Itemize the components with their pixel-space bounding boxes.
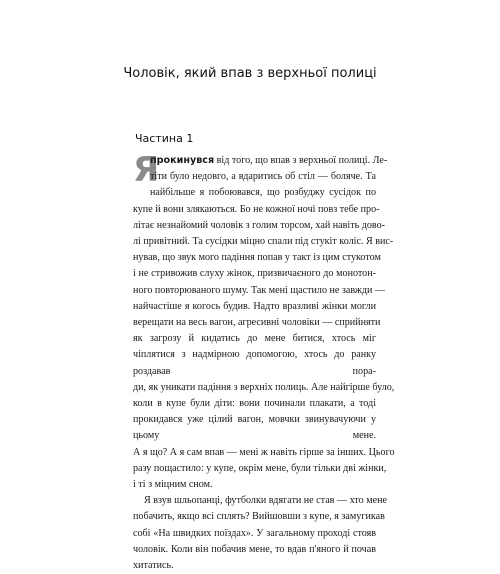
body-text [133, 150, 395, 574]
book-title: Чоловік, який впав з верхньої полиці [123, 66, 377, 81]
text-line: найчастіше я когось будив. Надто вразливі жінки могли [133, 300, 376, 312]
text-line: ди, як уникати падіння з верхніх полиць. Але найгірше було, [133, 381, 395, 393]
text-line: верещати на весь вагон, агресивні чоловіки — сприйняти [133, 317, 381, 329]
text-line: купе й вони злякаються. Бо не кожної ночі повз тебе про- [133, 203, 380, 215]
text-line: разу пощастило: у купе, окрім мене, були тільки дві жінки, [133, 462, 387, 474]
drop-cap-letter: Я [133, 150, 160, 190]
text-line: найбільше я побоювався, що розбуджу сусідок по [150, 187, 376, 199]
text-line: А я що? А я сам впав — мені ж навіть гірше за інших. Цього [133, 446, 395, 458]
text-line: нував, що звук мого падіння попав у такт із цим стукотом [133, 252, 381, 264]
text-line: прокинувся від того, що впав з верхньої полиці. Ле- [150, 155, 388, 166]
text-line: тіти було недовго, а вдаритись об стіл — боляче. Та [150, 171, 376, 183]
text-line: побачить, якщо всі сплять? Вийшовши з купе, я замугикав [133, 511, 385, 523]
text-line: Я взув шльопанці, футболки вдягати не став — хто мене [144, 495, 387, 507]
text-line: як загрозу й кидатись до мене битися, хтось міг чіплятися з надмірною допомогою, хтось до ранку роздавав пора- [133, 333, 376, 377]
text-line: літає незнайомий чоловік з голим торсом, хай навіть дово- [133, 219, 386, 231]
text-line: собі «На швидких поїздах». У загальному проході стояв чоловік. Коли він побачив мене, то вдав п'яного й почав хитатись. [133, 527, 376, 572]
text-line: ного повторюваного шуму. Так мені щастило не завжди — [133, 284, 386, 296]
text-line: і ті з міцним сном. [133, 479, 213, 491]
text-line: і не стривожив слуху жінок, призвичаєного до монотон- [133, 268, 376, 280]
text-line: лі привітний. Та сусідки міцно спали під стукіт коліс. Я вис- [133, 236, 394, 248]
lead-word: прокинувся [150, 155, 215, 166]
chapter-heading: Частина 1 [135, 132, 194, 145]
text-line: коли в купе були діти: вони починали плакати, а тоді прокидався уже цілий вагон, мовчки звинувачуючи у цьому мене. [133, 398, 376, 442]
